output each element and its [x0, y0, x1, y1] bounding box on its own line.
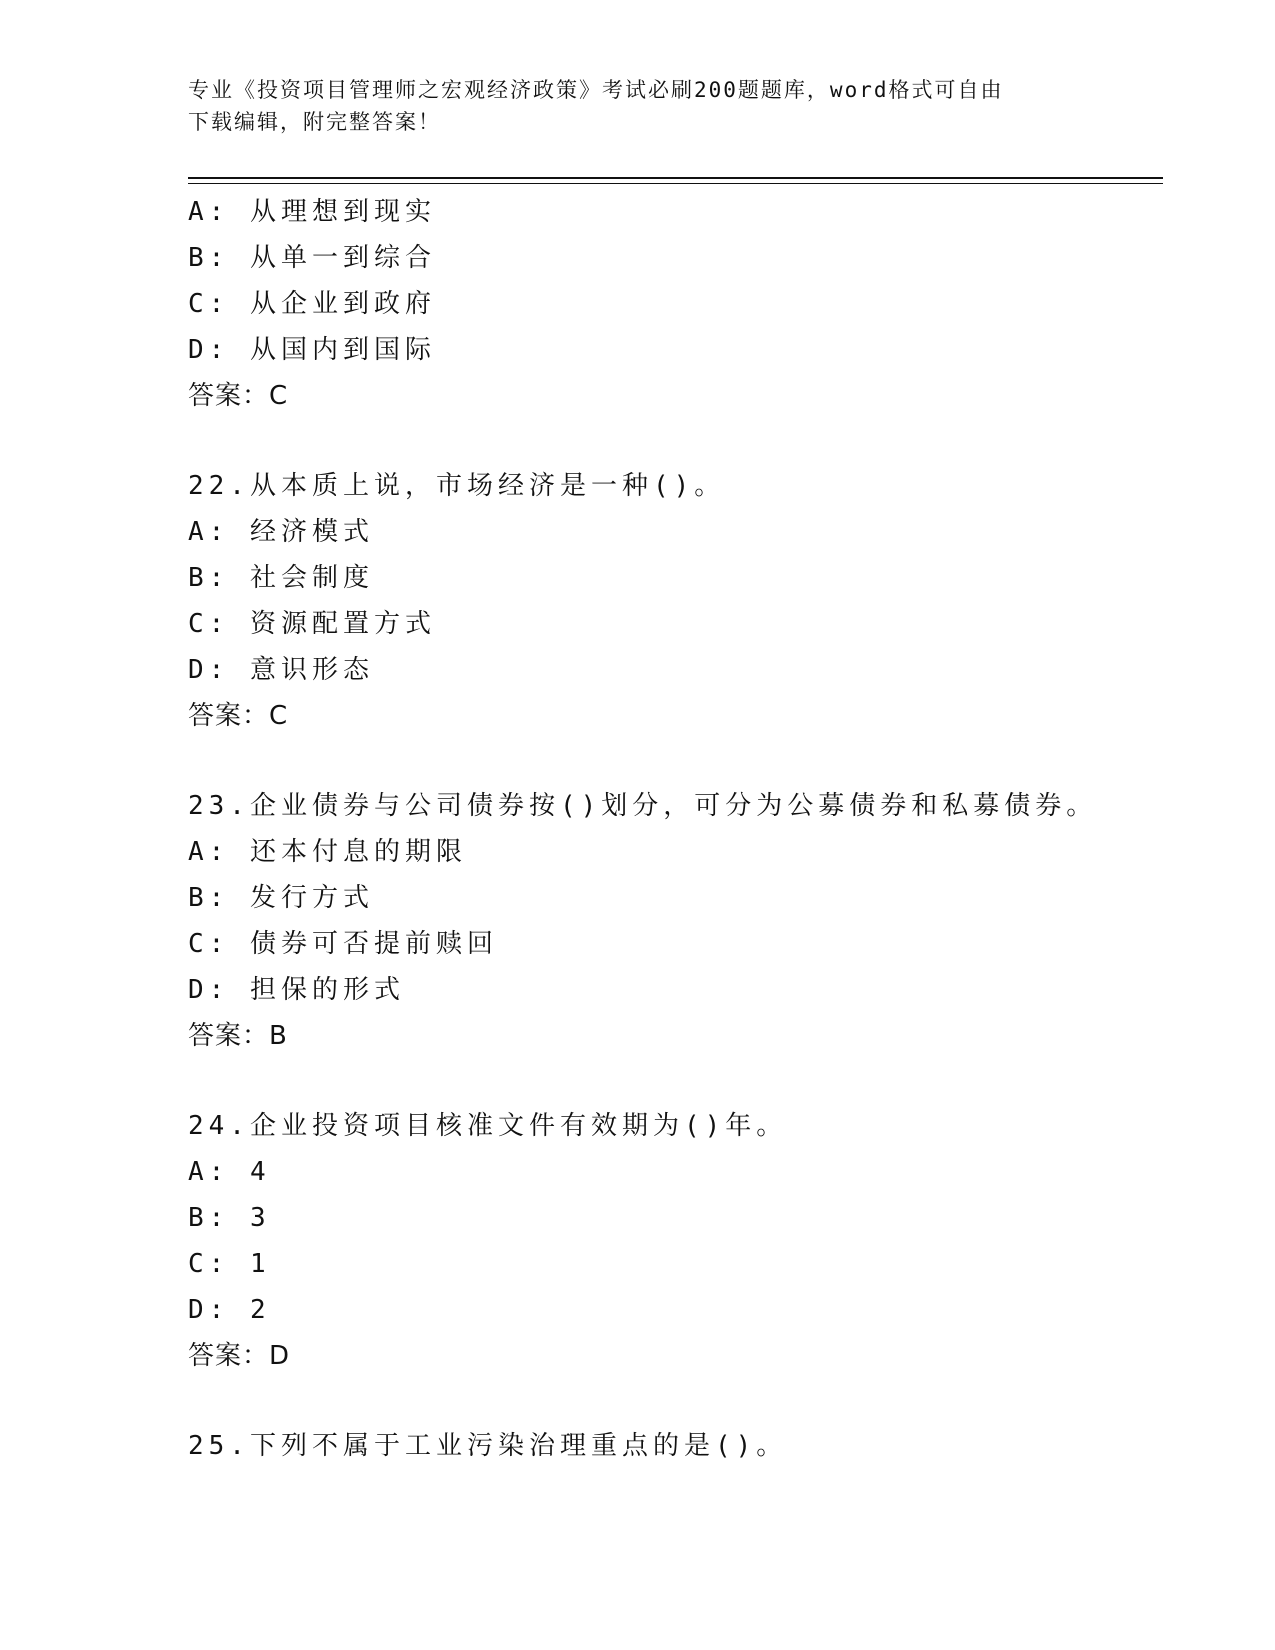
q22-option-c: C: 资源配置方式 [188, 609, 436, 639]
question-23-block [188, 783, 1163, 1059]
q23-answer: 答案：B [188, 1021, 288, 1051]
q25-question: 25.下列不属于工业污染治理重点的是()。 [188, 1431, 788, 1461]
spacer [188, 739, 1163, 783]
spacer [188, 1059, 1163, 1103]
spacer [188, 1379, 1163, 1423]
question-22-block [188, 463, 1163, 739]
q21-option-a: A: 从理想到现实 [188, 197, 436, 227]
q24-option-d: D: 2 [188, 1295, 271, 1325]
q21-answer: 答案：C [188, 381, 289, 411]
q23-option-a: A: 还本付息的期限 [188, 837, 467, 867]
q21-option-b: B: 从单一到综合 [188, 243, 436, 273]
question-21-block [188, 189, 1163, 419]
q24-question: 24.企业投资项目核准文件有效期为()年。 [188, 1111, 788, 1141]
q24-option-a: A: 4 [188, 1157, 271, 1187]
header-line-1: 专业《投资项目管理师之宏观经济政策》考试必刷200题题库，word格式可自由 [188, 78, 1004, 102]
header-line-2: 下载编辑，附完整答案！ [188, 110, 441, 134]
q23-option-c: C: 债券可否提前赎回 [188, 929, 498, 959]
q22-option-a: A: 经济模式 [188, 517, 374, 547]
header-divider-thick [188, 177, 1163, 179]
q22-answer: 答案：C [188, 701, 289, 731]
q24-answer: 答案：D [188, 1341, 291, 1371]
q24-option-b: B: 3 [188, 1203, 271, 1233]
q24-option-c: C: 1 [188, 1249, 271, 1279]
question-list [188, 189, 1163, 1469]
question-25-block [188, 1423, 1163, 1469]
q22-question: 22.从本质上说，市场经济是一种()。 [188, 471, 726, 501]
q23-option-b: B: 发行方式 [188, 883, 374, 913]
q21-option-d: D: 从国内到国际 [188, 335, 436, 365]
question-24-block [188, 1103, 1163, 1379]
q22-option-d: D: 意识形态 [188, 655, 374, 685]
document-header [188, 74, 1088, 138]
spacer [188, 419, 1163, 463]
q23-option-d: D: 担保的形式 [188, 975, 405, 1005]
q22-option-b: B: 社会制度 [188, 563, 374, 593]
header-divider-thin [188, 183, 1163, 184]
q21-option-c: C: 从企业到政府 [188, 289, 436, 319]
q23-question: 23.企业债券与公司债券按()划分，可分为公募债券和私募债券。 [188, 791, 1098, 821]
